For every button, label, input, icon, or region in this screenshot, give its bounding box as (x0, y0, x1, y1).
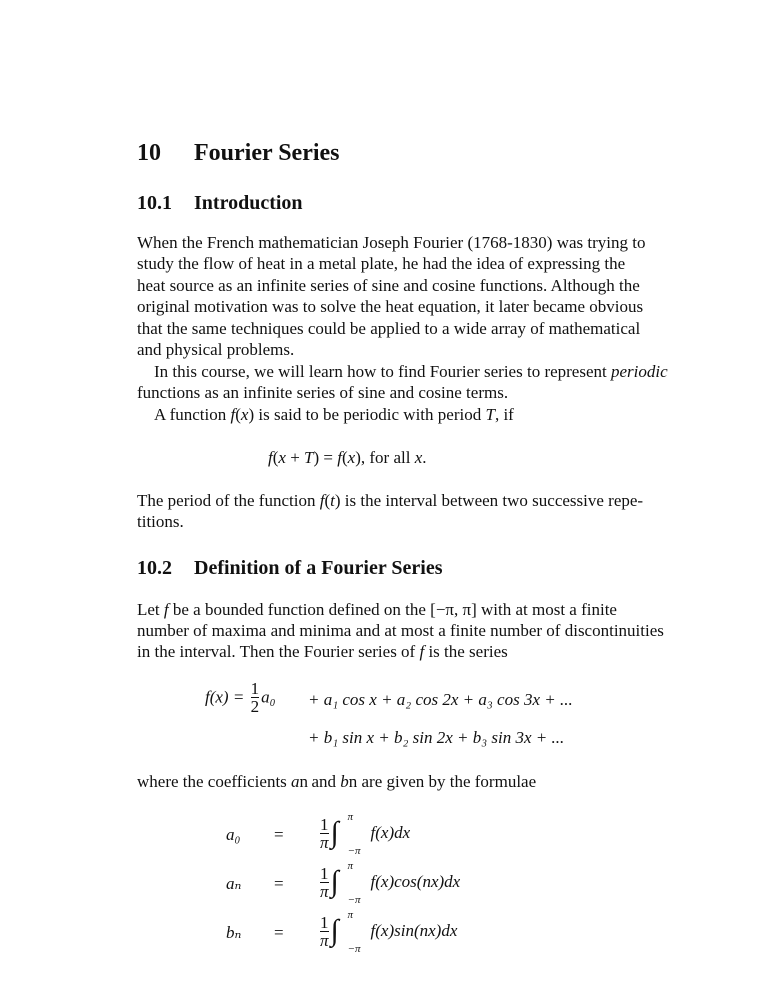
numerator: 1 (320, 814, 329, 834)
text-line (137, 233, 645, 253)
text-run: The period of the function (137, 491, 320, 510)
denominator: 2 (250, 697, 260, 716)
integral-sign-icon: ∫ π −π (330, 860, 361, 906)
text-line (137, 383, 508, 403)
text-run: ) is the interval between two successive repe- (334, 491, 644, 510)
text-line (137, 340, 294, 360)
text-line (137, 772, 536, 792)
text-line (137, 362, 668, 382)
formula-lhs: a₀ (226, 825, 241, 844)
upper-limit: π (347, 860, 354, 872)
text-line (137, 405, 514, 425)
text-run: ), for all (355, 448, 415, 467)
subsection-title: Introduction (194, 192, 303, 214)
one-over-pi (320, 914, 329, 949)
one-over-pi (320, 865, 329, 900)
text-run: x (278, 448, 286, 467)
text-run: f (268, 448, 273, 467)
numerator: 1 (320, 912, 329, 932)
text-run: n (299, 772, 312, 791)
denominator: π (320, 832, 329, 852)
subsection-heading-definition (137, 557, 442, 580)
text-run: f (337, 448, 342, 467)
text-run: in the interval. Then the Fourier series of (137, 642, 420, 661)
subsection-number: 10.1 (137, 192, 172, 214)
text-run: In this course, we will learn how to find Fourier series to represent (137, 362, 611, 381)
text-run: ( (235, 405, 241, 424)
text-run: f (163, 600, 169, 619)
series-row-cos: + a₁ cos x + a₂ cos 2x + a₃ cos 3x + ... (308, 690, 573, 709)
half-fraction (251, 680, 260, 715)
text-run: ( (272, 448, 279, 467)
text-run: functions as an infinite series of sine and cosine terms. (137, 383, 509, 402)
text-line (137, 642, 508, 662)
fourier-series-equation (205, 680, 275, 715)
integral-expression (318, 811, 411, 857)
text-run: original motivation was to solve the heat equation, it later became obvious (137, 297, 644, 316)
one-over-pi (320, 816, 329, 851)
text-run: f (419, 642, 425, 661)
text-run: where the coefficients (137, 772, 292, 791)
text-run: study the flow of heat in a metal plate, he had the idea of expressing the (137, 254, 626, 273)
series-lhs: f(x) = (205, 687, 245, 707)
text-run: + (285, 448, 305, 467)
text-run: and (311, 772, 341, 791)
series-a0: a₀ (261, 687, 276, 707)
text-run: b (340, 772, 349, 791)
integral-expression (318, 860, 461, 906)
denominator: π (320, 881, 329, 901)
text-line (137, 254, 625, 274)
text-run: ( (324, 491, 331, 510)
text-run: , if (494, 405, 514, 424)
text-run: When the French mathematician Joseph Fourier (1768-1830) was trying to (137, 233, 646, 252)
text-run: a (291, 772, 300, 791)
integrand: f(x)sin(nx)dx (370, 921, 458, 940)
numerator: 1 (250, 679, 260, 698)
periodic-equation (268, 448, 427, 468)
text-run: f (319, 491, 325, 510)
denominator: π (320, 930, 329, 950)
integrand: f(x)cos(nx)dx (370, 872, 461, 891)
numerator: 1 (320, 863, 329, 883)
text-run: f (230, 405, 236, 424)
upper-limit: π (347, 909, 354, 921)
text-run: T (304, 448, 314, 467)
text-line (137, 297, 643, 317)
lower-limit: −π (347, 845, 361, 857)
text-run: . (422, 448, 427, 467)
series-row-sin: + b₁ sin x + b₂ sin 2x + b₃ sin 3x + ... (308, 728, 565, 747)
text-run: A function (137, 405, 231, 424)
text-line (137, 491, 643, 511)
section-heading (137, 140, 340, 167)
formula-lhs: bₙ (226, 923, 242, 942)
text-run: periodic (611, 362, 668, 381)
formula-lhs: aₙ (226, 874, 242, 893)
text-run: ) = (313, 448, 338, 467)
text-run: and physical problems. (137, 340, 295, 359)
integral-sign-icon: ∫ π −π (330, 811, 361, 857)
text-run: T (485, 405, 495, 424)
text-run: is the series (424, 642, 508, 661)
text-run: ) is said to be periodic with period (248, 405, 486, 424)
text-run: are given by the formulae (357, 772, 537, 791)
subsection-heading-intro (137, 192, 303, 215)
equals-sign: = (274, 874, 284, 893)
text-run: heat source as an infinite series of sine and cosine functions. Although the (137, 276, 640, 295)
subsection-title: Definition of a Fourier Series (194, 557, 443, 579)
text-line (137, 319, 640, 339)
text-run: Let (137, 600, 164, 619)
text-run: ( (342, 448, 348, 467)
equals-sign: = (274, 923, 284, 942)
section-number: 10 (137, 140, 161, 166)
text-run: be a bounded function defined on the [−π, π] with at most a finite (168, 600, 617, 619)
text-line (137, 600, 617, 620)
section-title: Fourier Series (194, 140, 340, 166)
text-run: n (348, 772, 358, 791)
equals-sign: = (274, 825, 284, 844)
text-run: x (240, 405, 249, 424)
integral-expression (318, 909, 458, 955)
subsection-number: 10.2 (137, 557, 172, 579)
lower-limit: −π (347, 943, 361, 955)
upper-limit: π (347, 811, 354, 823)
lower-limit: −π (347, 894, 361, 906)
text-run: x (414, 448, 423, 467)
text-run: that the same techniques could be applied to a wide array of mathematical (137, 319, 641, 338)
integral-sign-icon: ∫ π −π (330, 909, 361, 955)
integrand: f(x)dx (370, 823, 411, 842)
text-line (137, 512, 184, 532)
text-run: titions. (137, 512, 184, 531)
text-line (137, 276, 640, 296)
text-run: x (347, 448, 356, 467)
text-run: t (330, 491, 335, 510)
text-line (137, 621, 664, 641)
text-run: number of maxima and minima and at most a finite number of discontinuities (137, 621, 664, 640)
